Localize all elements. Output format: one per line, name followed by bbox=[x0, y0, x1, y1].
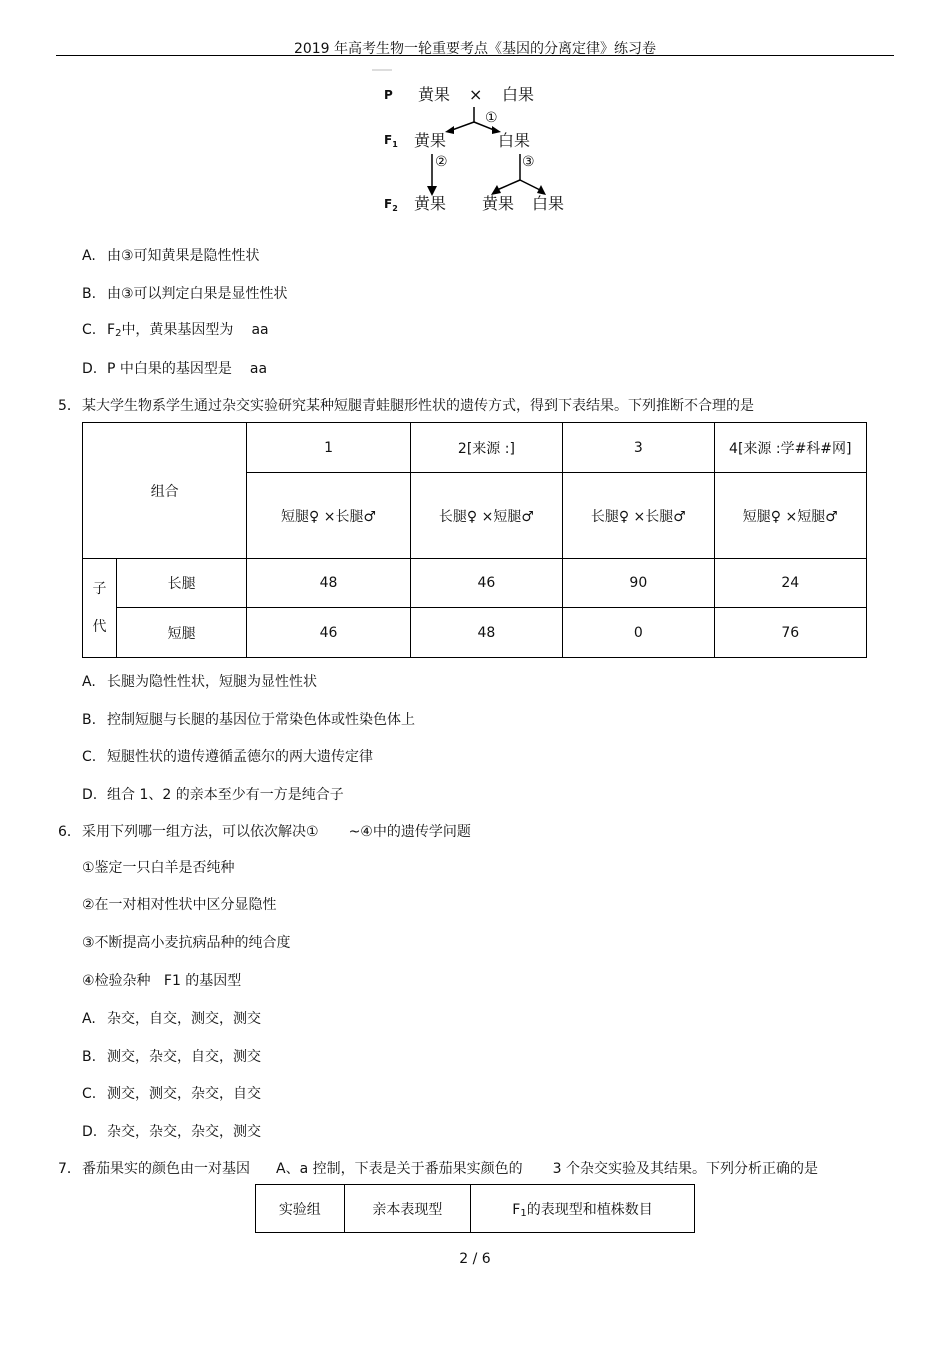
question-text: 番茄果实的颜色由一对基因 bbox=[82, 1161, 250, 1177]
q5-option-c[interactable] bbox=[82, 746, 373, 766]
f2-white-fruit: 白果 bbox=[532, 194, 565, 213]
table-cell: 90 bbox=[563, 559, 714, 608]
page-number: 2 / 6 bbox=[459, 1251, 491, 1267]
table-cell: 0 bbox=[563, 608, 714, 658]
cross-cell: 短腿♀ ×长腿♂ bbox=[247, 473, 410, 559]
option-label: B. bbox=[82, 712, 97, 728]
option-text: 杂交，自交，测交，测交 bbox=[107, 1011, 261, 1027]
question-text: 某大学生物系学生通过杂交实验研究某种短腿青蛙腿形性状的遗传方式，得到下表结果。下列推断不合理的是 bbox=[82, 398, 754, 414]
option-label: D. bbox=[82, 361, 98, 377]
f2-label: $F_2$ bbox=[384, 197, 398, 213]
q6-option-b[interactable] bbox=[82, 1046, 261, 1066]
q4-option-a[interactable] bbox=[82, 245, 260, 265]
option-text: 杂交，杂交，杂交，测交 bbox=[107, 1124, 261, 1140]
question-number: 5． bbox=[58, 398, 81, 414]
q6-stem bbox=[58, 821, 471, 841]
table-cell: 46 bbox=[410, 559, 562, 608]
option-label: B. bbox=[82, 1049, 97, 1065]
q4-option-b[interactable] bbox=[82, 283, 288, 303]
offspring-label-char: 代 bbox=[92, 619, 107, 635]
option-label: C. bbox=[82, 749, 97, 765]
option-label: C. bbox=[82, 322, 97, 338]
cross-cell: 短腿♀ ×短腿♂ bbox=[714, 473, 866, 559]
header-text: F bbox=[512, 1201, 521, 1218]
q6-item-2: ②在一对相对性状中区分显隐性 bbox=[82, 897, 277, 913]
option-text: 短腿性状的遗传遵循孟德尔的两大遗传定律 bbox=[107, 749, 373, 765]
option-text: 控制短腿与长腿的基因位于常染色体或性染色体上 bbox=[107, 712, 415, 728]
p-white-fruit: 白果 bbox=[502, 85, 535, 104]
column-header: 亲本表现型 bbox=[344, 1185, 470, 1233]
option-text: 由③可知黄果是隐性性状 bbox=[107, 248, 260, 264]
row-label: 长腿 bbox=[116, 559, 246, 608]
q6-option-c[interactable] bbox=[82, 1083, 261, 1103]
header-text: 的表现型和植株数目 bbox=[526, 1201, 653, 1218]
f1-label: $F_1$ bbox=[384, 133, 398, 149]
subscript: 1 bbox=[520, 1207, 527, 1219]
cross-diagram bbox=[372, 64, 582, 222]
f1-white-fruit: 白果 bbox=[498, 131, 531, 150]
column-header: 2[来源 :] bbox=[410, 423, 562, 473]
option-text: 组合 1、2 的亲本至少有一方是纯合子 bbox=[107, 787, 344, 803]
p-label: P bbox=[384, 88, 393, 102]
q6-option-a[interactable] bbox=[82, 1008, 261, 1028]
header-divider bbox=[56, 55, 894, 56]
step-3-marker: ③ bbox=[522, 154, 535, 170]
question-text: 采用下列哪一组方法，可以依次解决① bbox=[82, 824, 319, 840]
option-text: 中，黄果基因型为 bbox=[121, 322, 234, 338]
column-header: 实验组 bbox=[256, 1185, 345, 1233]
cross-cell: 长腿♀ ×短腿♂ bbox=[410, 473, 562, 559]
step-2-marker: ② bbox=[435, 154, 448, 170]
column-header bbox=[471, 1185, 695, 1233]
option-text: 测交，测交，杂交，自交 bbox=[107, 1086, 261, 1102]
page-header: 2019 年高考生物一轮重要考点《基因的分离定律》练习卷 bbox=[293, 41, 657, 57]
q5-option-b[interactable] bbox=[82, 709, 415, 729]
option-label: C. bbox=[82, 1086, 97, 1102]
q6-item-3: ③不断提高小麦抗病品种的纯合度 bbox=[82, 935, 291, 951]
table-cell: 76 bbox=[714, 608, 866, 658]
option-label: A. bbox=[82, 674, 96, 690]
option-text: aa bbox=[249, 361, 268, 377]
option-text: 测交，杂交，自交，测交 bbox=[107, 1049, 261, 1065]
column-header: 3 bbox=[563, 423, 714, 473]
step-1-marker: ① bbox=[485, 110, 498, 126]
group-header: 组合 bbox=[83, 423, 247, 559]
q7-results-table bbox=[255, 1184, 695, 1233]
option-label: D. bbox=[82, 1124, 98, 1140]
question-text: 3 个杂交实验及其结果。下列分析正确的是 bbox=[552, 1161, 818, 1177]
question-number: 7． bbox=[58, 1161, 81, 1177]
f1-yellow-fruit: 黄果 bbox=[414, 131, 447, 150]
q5-option-d[interactable] bbox=[82, 784, 344, 804]
table-cell: 48 bbox=[247, 559, 410, 608]
table-cell: 46 bbox=[247, 608, 410, 658]
question-text: A、a 控制，下表是关于番茄果实颜色的 bbox=[276, 1161, 523, 1177]
column-header: 1 bbox=[247, 423, 410, 473]
option-label: B. bbox=[82, 286, 97, 302]
question-number: 6． bbox=[58, 824, 81, 840]
table-cell: 48 bbox=[410, 608, 562, 658]
q6-item-1: ①鉴定一只白羊是否纯种 bbox=[82, 860, 235, 876]
q6-option-d[interactable] bbox=[82, 1121, 261, 1141]
option-text: 长腿为隐性性状，短腿为显性性状 bbox=[107, 674, 317, 690]
offspring-label bbox=[83, 559, 117, 658]
option-text: aa bbox=[251, 322, 269, 338]
option-label: A. bbox=[82, 1011, 96, 1027]
f2-yellow-fruit-from-white: 黄果 bbox=[482, 194, 515, 213]
table-cell: 24 bbox=[714, 559, 866, 608]
row-label: 短腿 bbox=[116, 608, 246, 658]
option-text: P 中白果的基因型是 bbox=[107, 361, 232, 377]
q5-option-a[interactable] bbox=[82, 671, 317, 691]
option-text: 由③可以判定白果是显性性状 bbox=[107, 286, 288, 302]
f2-yellow-fruit-from-yellow: 黄果 bbox=[414, 194, 447, 213]
offspring-label-char: 子 bbox=[92, 581, 107, 597]
option-label: A. bbox=[82, 248, 96, 264]
question-text: ~④中的遗传学问题 bbox=[348, 824, 471, 840]
q5-results-table bbox=[82, 422, 867, 658]
q7-stem bbox=[58, 1158, 818, 1178]
q4-option-c[interactable] bbox=[82, 319, 269, 339]
p-yellow-fruit: 黄果 bbox=[418, 85, 451, 104]
cross-cell: 长腿♀ ×长腿♂ bbox=[563, 473, 714, 559]
cross-symbol: × bbox=[469, 85, 483, 104]
option-text: F bbox=[107, 322, 116, 338]
q4-option-d[interactable] bbox=[82, 358, 267, 378]
column-header: 4[来源 :学#科#网] bbox=[714, 423, 866, 473]
option-label: D. bbox=[82, 787, 98, 803]
q6-item-4: ④检验杂种 F1 的基因型 bbox=[82, 973, 242, 989]
q5-stem bbox=[58, 395, 754, 415]
subscript: 2 bbox=[115, 328, 122, 339]
